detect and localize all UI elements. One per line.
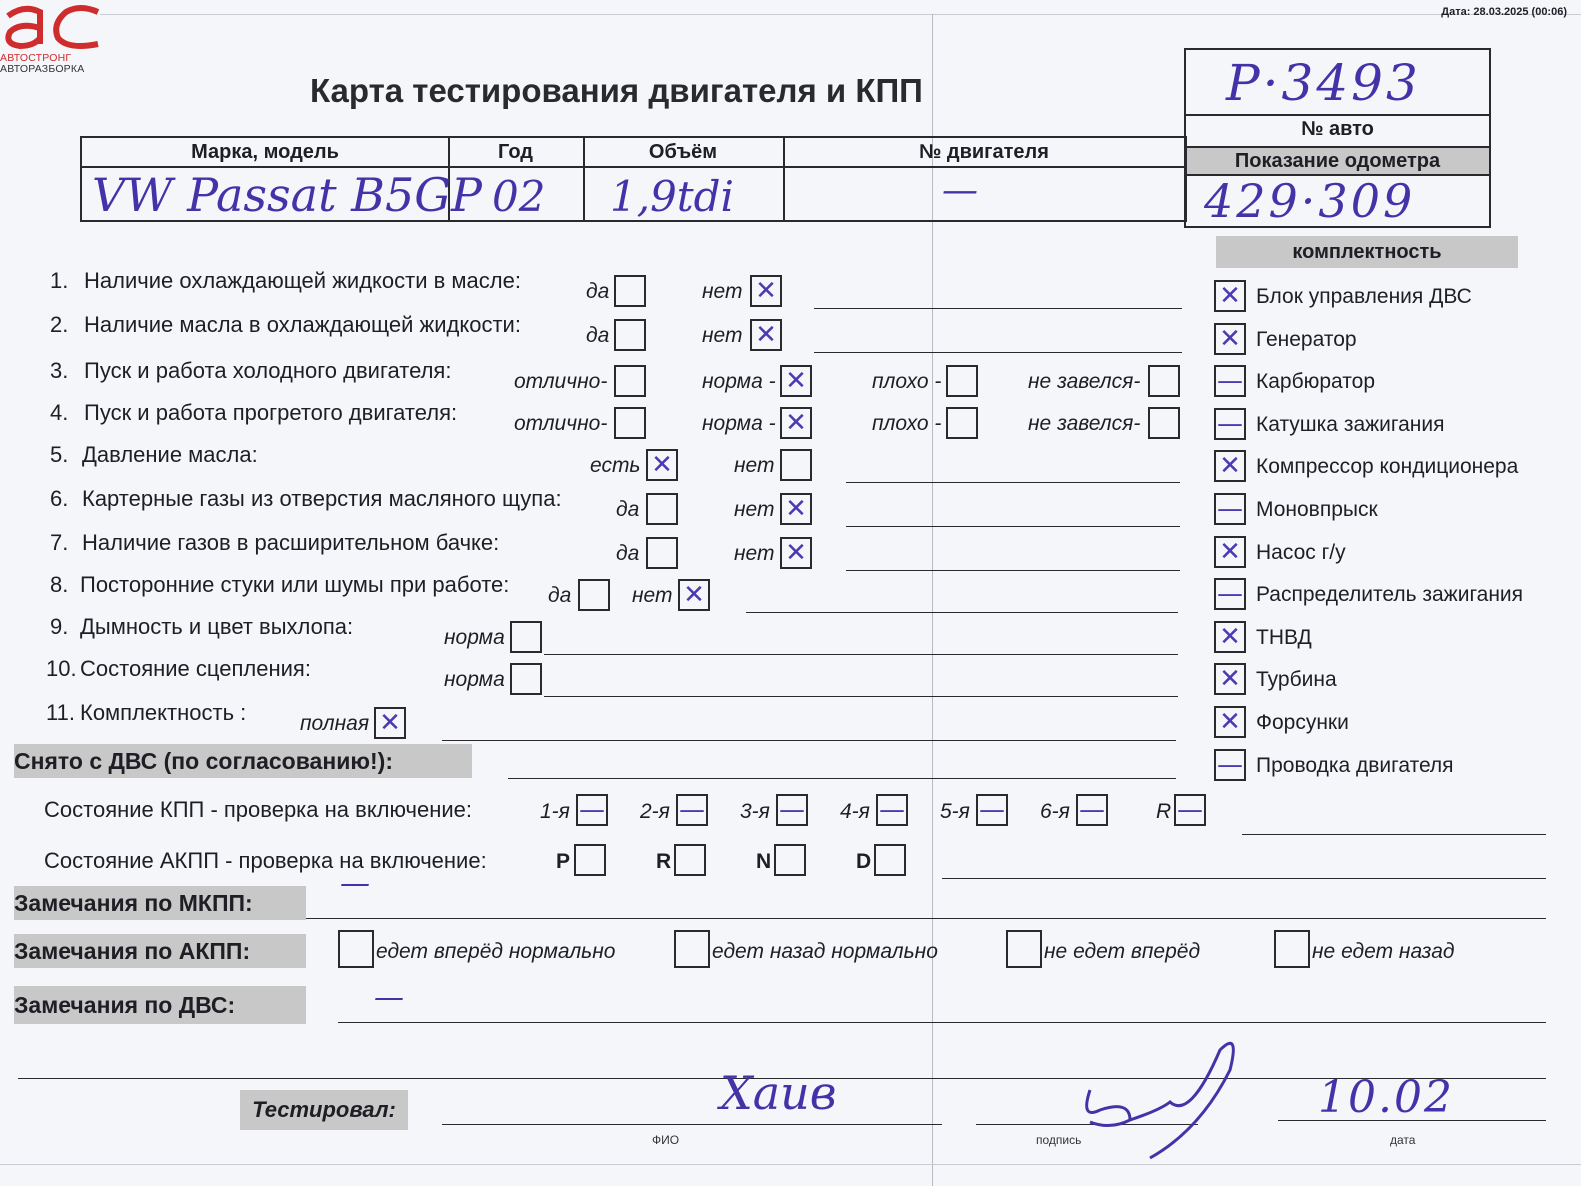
komplekt-checkbox-mark: ✕ [1219,621,1241,652]
akpp-gear-label: N [756,850,772,873]
kpp-gear-checkbox-mark: — [579,795,605,825]
question-1-option-label: нет [702,280,743,303]
fold-line-bottom [0,1164,1581,1165]
column-year: Год [448,138,585,166]
komplekt-item-label: Катушка зажигания [1256,412,1445,436]
kpp-gear-checkbox[interactable] [676,794,708,826]
question-4-option-label: норма - [702,412,776,435]
question-3-text: Пуск и работа холодного двигателя: [84,358,452,383]
dvs-handwritten-dash: — [374,980,404,1015]
komplekt-checkbox-mark: — [1217,366,1243,397]
komplekt-item-label: Насос г/у [1256,540,1346,564]
kpp-gear-label: 2-я [640,800,670,823]
question-9-number: 9. [50,614,69,639]
question-4-checkbox[interactable] [780,407,812,439]
komplekt-title: комплектность [1216,236,1518,268]
komplekt-checkbox[interactable] [1214,706,1246,738]
vehicle-header-table [80,136,1187,222]
auto-number-label: № авто [1301,118,1374,140]
komplekt-item-label: Моновпрыск [1256,498,1378,521]
column-engine-no: № двигателя [919,141,1049,163]
komplekt-checkbox-mark: — [1217,494,1243,524]
remarks-mkpp-line [306,918,1546,919]
question-1-checkbox[interactable] [750,275,782,307]
komplekt-item-label: ТНВД [1256,625,1312,649]
value-engine-no: — [942,170,978,211]
question-2-option-label: нет [702,324,743,347]
question-1-checkbox[interactable] [614,275,646,307]
kpp-gear-label: 1-я [540,800,570,823]
question-8-checkbox-mark: ✕ [683,580,705,610]
remarks-akpp-option-label: едет назад нормально [712,940,938,963]
question-6-checkbox-mark: ✕ [785,494,807,524]
kpp-label: Состояние КПП - проверка на включение: [44,797,473,822]
question-5-checkbox[interactable] [780,449,812,481]
question-3-option-label: не завелся- [1028,370,1141,393]
question-6-text: Картерные газы из отверстия масляного щупа: [82,486,562,511]
kpp-gear-checkbox-mark: — [1079,795,1105,825]
remarks-akpp-option-checkbox[interactable] [1274,930,1310,968]
signature-icon [1070,1030,1250,1160]
remarks-mkpp-label: Замечания по МКПП: [14,886,306,920]
kpp-gear-label: R [1156,800,1172,823]
kpp-gear-checkbox-mark: — [779,795,805,825]
question-7-number: 7. [50,530,69,555]
komplekt-checkbox-mark: ✕ [1219,281,1241,311]
komplekt-checkbox-mark: ✕ [1219,323,1241,354]
kpp-gear-checkbox[interactable] [1076,794,1108,826]
komplekt-checkbox-mark: ✕ [1219,536,1241,567]
question-3-checkbox-mark: ✕ [785,366,807,396]
question-2-option-label: да [586,324,610,347]
komplekt-checkbox-mark: — [1217,749,1243,780]
akpp-gear-label: R [656,850,672,873]
question-2-number: 2. [50,312,69,337]
logo-ac-icon [0,0,104,52]
kpp-gear-checkbox-mark: — [879,795,905,825]
question-1-number: 1. [50,268,69,293]
sign-label: подпись [1036,1133,1082,1147]
tested-date: 10.02 [1318,1072,1454,1123]
question-6-checkbox[interactable] [646,493,678,525]
komplekt-item-label: Блок управления ДВС [1256,285,1472,308]
komplekt-checkbox[interactable] [1214,493,1246,525]
kpp-gear-checkbox-mark: — [1177,795,1203,825]
question-1-text: Наличие охлаждающей жидкости в масле: [84,268,521,293]
komplekt-checkbox[interactable] [1214,450,1246,482]
value-year: 02 [492,172,546,221]
question-2-checkbox[interactable] [614,319,646,351]
question-2-checkbox[interactable] [750,319,782,351]
question-3-checkbox[interactable] [946,365,978,397]
question-9-text: Дымность и цвет выхлопа: [80,614,354,639]
remarks-akpp-option-checkbox[interactable] [1006,930,1042,968]
kpp-gear-checkbox[interactable] [776,794,808,826]
question-11-checkbox[interactable] [374,707,406,739]
question-7-option-label: да [616,542,640,565]
komplekt-checkbox[interactable] [1214,536,1246,568]
odometer-label: Показание одометра [1186,146,1489,176]
question-3-checkbox[interactable] [780,365,812,397]
komplekt-item-label: Карбюратор [1256,370,1376,394]
fio-label: ФИО [652,1133,680,1147]
remarks-akpp-option-label: едет вперёд нормально [376,940,616,963]
kpp-gear-label: 3-я [740,800,770,823]
question-8-checkbox[interactable] [678,579,710,611]
question-4-checkbox-mark: ✕ [785,408,807,438]
question-7-option-label: нет [734,542,775,565]
question-4-checkbox[interactable] [1148,407,1180,439]
kpp-line [1242,834,1546,835]
remarks-akpp-label: Замечания по АКПП: [14,934,306,968]
question-8-line [746,612,1178,613]
kpp-gear-checkbox[interactable] [576,794,608,826]
question-11-line [442,740,1176,741]
question-4-text: Пуск и работа прогретого двигателя: [84,400,458,425]
akpp-gear-label: D [856,850,872,873]
remarks-akpp-option-checkbox[interactable] [674,930,710,968]
question-8-text: Посторонние стуки или шумы при работе: [80,572,510,597]
tested-label: Тестировал: [240,1090,408,1130]
auto-number-box [1184,48,1491,228]
kpp-gear-checkbox[interactable] [1174,794,1206,826]
question-4-option-label: не завелся- [1028,412,1141,435]
question-11-text: Комплектность : [80,700,247,725]
kpp-gear-checkbox[interactable] [876,794,908,826]
question-6-line [846,526,1180,527]
komplekt-item-label: Турбина [1256,668,1337,692]
komplekt-checkbox[interactable] [1214,408,1246,440]
question-10-checkbox[interactable] [510,663,542,695]
komplekt-checkbox-mark: — [1217,408,1243,439]
komplekt-checkbox-mark: ✕ [1219,451,1241,482]
question-1-option-label: да [586,280,610,303]
question-8-checkbox[interactable] [578,579,610,611]
akpp-gear-checkbox[interactable] [574,844,606,876]
question-7-text: Наличие газов в расширительном бачке: [82,530,500,555]
question-10-number: 10. [46,656,77,681]
akpp-label: Состояние АКПП - проверка на включение: [44,848,487,873]
akpp-gear-checkbox[interactable] [774,844,806,876]
kpp-gear-label: 6-я [1040,800,1070,823]
value-model: VW Passat B5GP [92,168,482,222]
logo-text-brand: АВТОСТРОНГ [0,52,72,64]
komplekt-item-label: Проводка двигателя [1256,753,1454,777]
question-9-option-label: норма [444,626,505,649]
question-3-option-label: норма - [702,370,776,393]
question-11-number: 11. [46,700,75,725]
komplekt-checkbox-mark: — [1217,579,1243,610]
question-7-checkbox-mark: ✕ [785,538,807,568]
akpp-handwritten-dash: — [340,866,370,901]
question-3-checkbox[interactable] [1148,365,1180,397]
question-10-text: Состояние сцепления: [80,656,311,681]
column-model: Марка, модель [82,138,450,166]
question-5-line [846,482,1180,483]
question-9-checkbox[interactable] [510,621,542,653]
remarks-akpp-option-label: не едет вперёд [1044,940,1201,963]
question-9-line [544,654,1178,655]
question-2-line [814,352,1182,353]
akpp-gear-label: P [556,850,571,873]
question-6-checkbox[interactable] [780,493,812,525]
question-3-number: 3. [50,358,69,383]
question-3-option-label: плохо - [872,370,942,393]
question-7-checkbox[interactable] [780,537,812,569]
komplekt-checkbox[interactable] [1214,365,1246,397]
column-volume: Объём [583,138,785,166]
kpp-gear-checkbox[interactable] [976,794,1008,826]
kpp-gear-label: 4-я [840,800,870,823]
question-2-text: Наличие масла в охлаждающей жидкости: [84,312,521,337]
remarks-dvs-label: Замечания по ДВС: [14,986,306,1024]
document-date: Дата: 28.03.2025 (00:06) [1441,6,1567,18]
question-4-checkbox[interactable] [614,407,646,439]
question-6-number: 6. [50,486,69,511]
logo-text-sub: АВТОРАЗБОРКА [0,63,85,75]
question-8-option-label: нет [632,584,673,607]
question-6-option-label: нет [734,498,775,521]
question-8-number: 8. [50,572,69,597]
question-4-checkbox[interactable] [946,407,978,439]
komplekt-checkbox[interactable] [1214,280,1246,312]
question-5-option-label: есть [590,454,641,477]
company-logo [0,0,104,76]
page-title: Карта тестирования двигателя и КПП [310,72,923,109]
question-4-option-label: отлично- [514,412,608,435]
question-8-option-label: да [548,584,572,607]
question-1-checkbox-mark: ✕ [755,276,777,306]
komplekt-item-label: Компрессор кондиционера [1256,455,1519,479]
akpp-gear-checkbox[interactable] [874,844,906,876]
tested-name: Хаив [720,1066,837,1120]
question-11-option-label: полная [300,712,370,735]
question-11-checkbox-mark: ✕ [379,708,401,738]
komplekt-checkbox[interactable] [1214,621,1246,653]
date-label: дата [1390,1133,1416,1147]
question-10-option-label: норма [444,668,505,691]
kpp-gear-checkbox-mark: — [979,795,1005,825]
komplekt-item-label: Распределитель зажигания [1256,583,1524,607]
question-4-option-label: плохо - [872,412,942,435]
akpp-gear-checkbox[interactable] [674,844,706,876]
odometer-value: 429·309 [1204,174,1416,228]
kpp-gear-label: 5-я [940,800,970,823]
komplekt-checkbox[interactable] [1214,663,1246,695]
question-4-number: 4. [50,400,69,425]
question-3-checkbox[interactable] [614,365,646,397]
komplekt-checkbox-mark: ✕ [1219,707,1241,737]
value-volume: 1,9tdi [610,172,734,221]
question-6-option-label: да [616,498,640,521]
removed-label: Снято с ДВС (по согласованию!): [14,744,472,778]
question-5-text: Давление масла: [82,442,258,467]
question-5-checkbox-mark: ✕ [651,450,673,480]
akpp-line [942,878,1546,879]
remarks-akpp-option-checkbox[interactable] [338,930,374,968]
fio-line [442,1124,942,1125]
remarks-dvs-line [338,1022,1546,1023]
komplekt-item-label: Генератор [1256,327,1357,351]
question-5-option-label: нет [734,454,775,477]
question-10-line [544,696,1178,697]
komplekt-checkbox-mark: ✕ [1219,664,1241,695]
question-7-checkbox[interactable] [646,537,678,569]
question-5-checkbox[interactable] [646,449,678,481]
question-2-checkbox-mark: ✕ [755,320,777,350]
fold-line-top [100,14,1581,15]
removed-line [508,778,1176,779]
auto-number-value: P·3493 [1226,54,1421,112]
kpp-gear-checkbox-mark: — [679,795,705,825]
komplekt-checkbox[interactable] [1214,578,1246,610]
question-3-option-label: отлично- [514,370,608,393]
question-1-line [814,308,1182,309]
question-7-line [846,570,1180,571]
question-5-number: 5. [50,442,69,467]
remarks-akpp-option-label: не едет назад [1312,940,1455,963]
komplekt-item-label: Форсунки [1256,711,1349,734]
komplekt-checkbox[interactable] [1214,749,1246,781]
komplekt-checkbox[interactable] [1214,323,1246,355]
